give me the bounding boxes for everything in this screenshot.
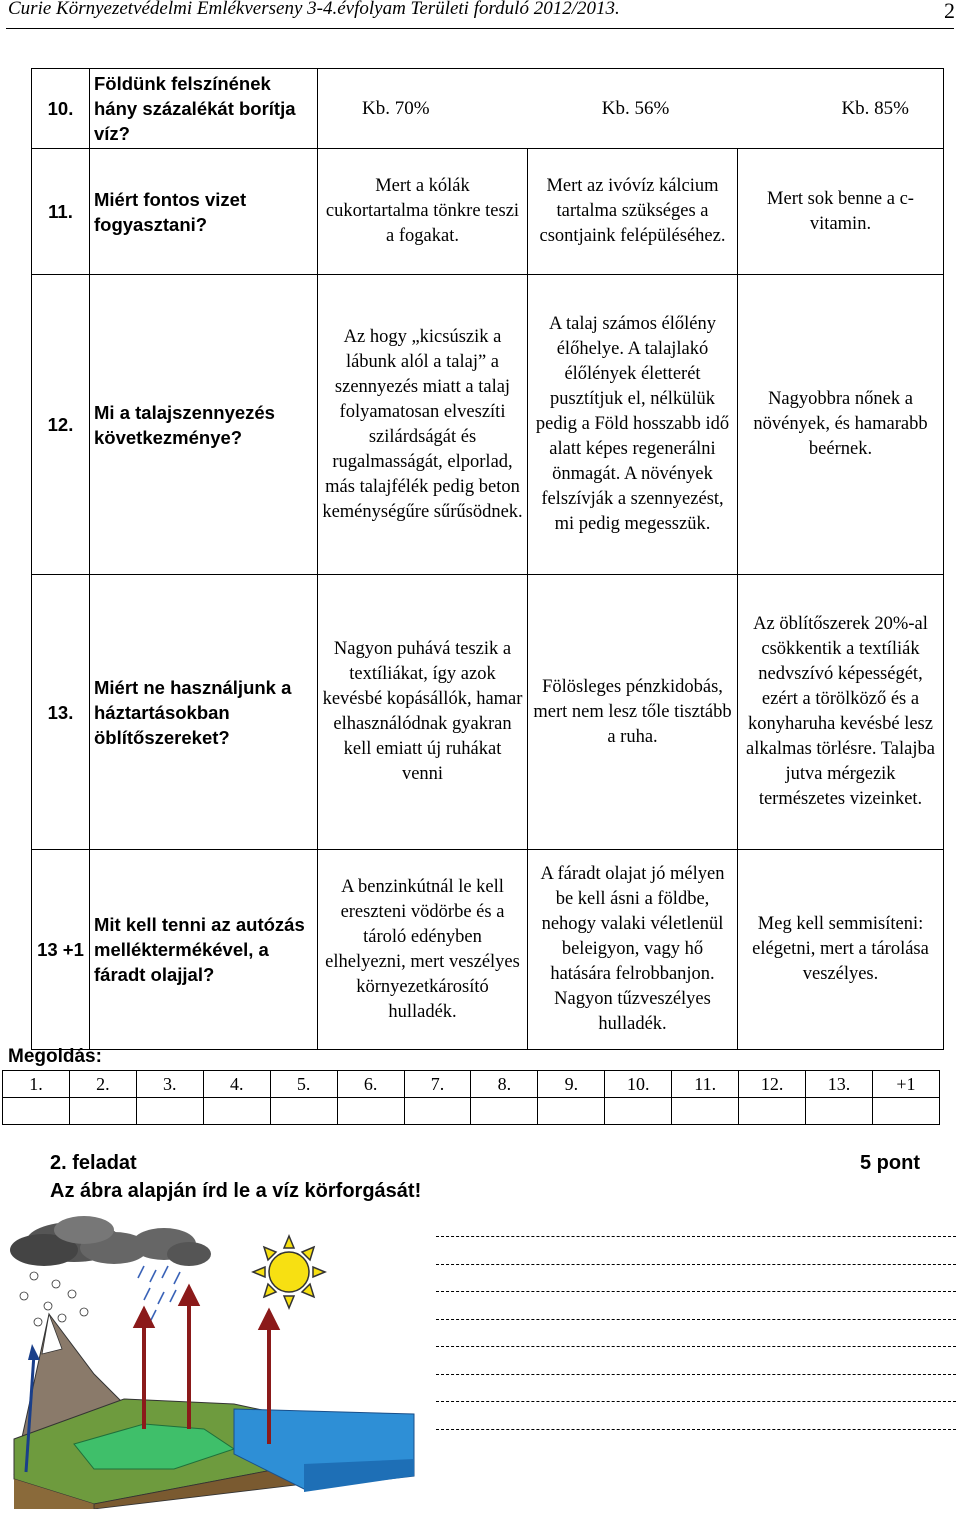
solution-answer-cell[interactable] xyxy=(337,1098,404,1125)
solution-answer-cell[interactable] xyxy=(203,1098,270,1125)
solution-header: 8. xyxy=(471,1071,538,1098)
answer-line[interactable] xyxy=(436,1429,956,1431)
answer-b: A talaj számos élőlény élőhelye. A talajlakó élőlények életterét pusztítjuk el, nélkülük pedig a Föld hosszabb idő alatt képes regenerálni önmagát. A növények felszívják a szennyezést, mi pedig megesszük. xyxy=(528,275,738,575)
question-text: Földünk felszínének hány százalékát borítja víz? xyxy=(90,69,318,149)
cloud-right-icon xyxy=(132,1228,211,1266)
snowflakes-icon xyxy=(20,1272,88,1326)
solution-table xyxy=(2,1070,940,1125)
answer-line[interactable] xyxy=(436,1264,956,1266)
answer-c: Kb. 85% xyxy=(841,98,909,119)
question-row xyxy=(32,149,944,275)
header-title: Curie Környezetvédelmi Emlékverseny 3-4.évfolyam Területi forduló 2012/2013. xyxy=(8,0,620,19)
answer-cell xyxy=(318,69,944,149)
header-divider xyxy=(6,28,954,29)
solution-header: 6. xyxy=(337,1071,404,1098)
solution-answer-cell[interactable] xyxy=(672,1098,739,1125)
answer-line[interactable] xyxy=(436,1374,956,1376)
answer-c: Meg kell semmisíteni: elégetni, mert a tárolása veszélyes. xyxy=(738,850,944,1050)
solution-answer-cell[interactable] xyxy=(739,1098,806,1125)
task-points: 5 pont xyxy=(860,1152,920,1174)
water-cycle-illustration xyxy=(4,1214,424,1509)
answer-b: Fölösleges pénzkidobás, mert nem lesz tőle tisztább a ruha. xyxy=(528,575,738,850)
page-number: 2 xyxy=(944,0,955,23)
answer-a: Mert a kólák cukortartalma tönkre teszi a fogakat. xyxy=(318,149,528,275)
solution-answer-row xyxy=(3,1098,940,1125)
solution-header: 2. xyxy=(69,1071,136,1098)
answer-line[interactable] xyxy=(436,1401,956,1403)
solution-answer-cell[interactable] xyxy=(538,1098,605,1125)
cloud-icon xyxy=(10,1216,148,1266)
answer-c: Az öblítőszerek 20%-al csökkentik a textíliák nedvszívó képességét, ezért a törölköző és a konyharuha kevésbé lesz alkalmas törlésre. Talajba jutva mérgezik természetes vizeinket. xyxy=(738,575,944,850)
task-title: 2. feladat xyxy=(50,1152,137,1174)
question-text: Miért fontos vizet fogyasztani? xyxy=(90,149,318,275)
solution-header: 5. xyxy=(270,1071,337,1098)
sun-icon xyxy=(253,1236,325,1308)
solution-header-row xyxy=(3,1071,940,1098)
answer-c: Nagyobbra nőnek a növények, és hamarabb beérnek. xyxy=(738,275,944,575)
answer-b: Kb. 56% xyxy=(601,98,670,119)
answer-a: Nagyon puhává teszik a textíliákat, így azok kevésbé kopásállók, hamar elhasználódnak gyakran kell emiatt új ruhákat venni xyxy=(318,575,528,850)
answer-a: A benzinkútnál le kell ereszteni vödörbe és a tároló edényben elhelyezni, mert veszélyes környezetkárosító hulladék. xyxy=(318,850,528,1050)
solution-answer-cell[interactable] xyxy=(605,1098,672,1125)
question-row xyxy=(32,575,944,850)
answer-lines[interactable] xyxy=(436,1236,956,1456)
solution-answer-cell[interactable] xyxy=(404,1098,471,1125)
solution-header: 4. xyxy=(203,1071,270,1098)
answer-b: Mert az ivóvíz kálcium tartalma szükséges a csontjaink felépüléséhez. xyxy=(528,149,738,275)
answer-c: Mert sok benne a c-vitamin. xyxy=(738,149,944,275)
solution-answer-cell[interactable] xyxy=(69,1098,136,1125)
questions-table xyxy=(31,68,944,1050)
solution-header: 10. xyxy=(605,1071,672,1098)
solution-header: 1. xyxy=(3,1071,70,1098)
solution-answer-cell[interactable] xyxy=(136,1098,203,1125)
solution-answer-cell[interactable] xyxy=(270,1098,337,1125)
solution-header: 12. xyxy=(739,1071,806,1098)
question-text: Mit kell tenni az autózás melléktermékével, a fáradt olajjal? xyxy=(90,850,318,1050)
question-number: 12. xyxy=(32,275,90,575)
solution-label: Megoldás: xyxy=(8,1046,102,1067)
answer-a: Kb. 70% xyxy=(362,98,430,119)
solution-answer-cell[interactable] xyxy=(471,1098,538,1125)
answer-b: A fáradt olajat jó mélyen be kell ásni a földbe, nehogy valaki véletlenül beleigyon, vagy hő hatására felrobbanjon. Nagyon tűzveszélyes hulladék. xyxy=(528,850,738,1050)
solution-header: 9. xyxy=(538,1071,605,1098)
solution-header: +1 xyxy=(872,1071,939,1098)
answer-a: Az hogy „kicsúszik a lábunk alól a talaj” a szennyezés miatt a talaj folyamatosan elveszíti szilárdságát és rugalmasságát, elporlad, más talajfélék pedig beton keménységűre sűrűsödnek. xyxy=(318,275,528,575)
question-number: 13 +1 xyxy=(32,850,90,1050)
solution-header: 13. xyxy=(806,1071,873,1098)
solution-answer-cell[interactable] xyxy=(806,1098,873,1125)
solution-header: 11. xyxy=(672,1071,739,1098)
question-row xyxy=(32,69,944,149)
question-text: Miért ne használjunk a háztartásokban öblítőszereket? xyxy=(90,575,318,850)
question-text: Mi a talajszennyezés következménye? xyxy=(90,275,318,575)
task-instruction: Az ábra alapján írd le a víz körforgását! xyxy=(50,1180,422,1202)
answer-line[interactable] xyxy=(436,1346,956,1348)
question-number: 10. xyxy=(32,69,90,149)
question-row xyxy=(32,850,944,1050)
question-row xyxy=(32,275,944,575)
answer-line[interactable] xyxy=(436,1291,956,1293)
question-number: 13. xyxy=(32,575,90,850)
solution-header: 7. xyxy=(404,1071,471,1098)
solution-header: 3. xyxy=(136,1071,203,1098)
question-number: 11. xyxy=(32,149,90,275)
answer-line[interactable] xyxy=(436,1236,956,1238)
solution-answer-cell[interactable] xyxy=(3,1098,70,1125)
solution-answer-cell[interactable] xyxy=(872,1098,939,1125)
answer-line[interactable] xyxy=(436,1319,956,1321)
